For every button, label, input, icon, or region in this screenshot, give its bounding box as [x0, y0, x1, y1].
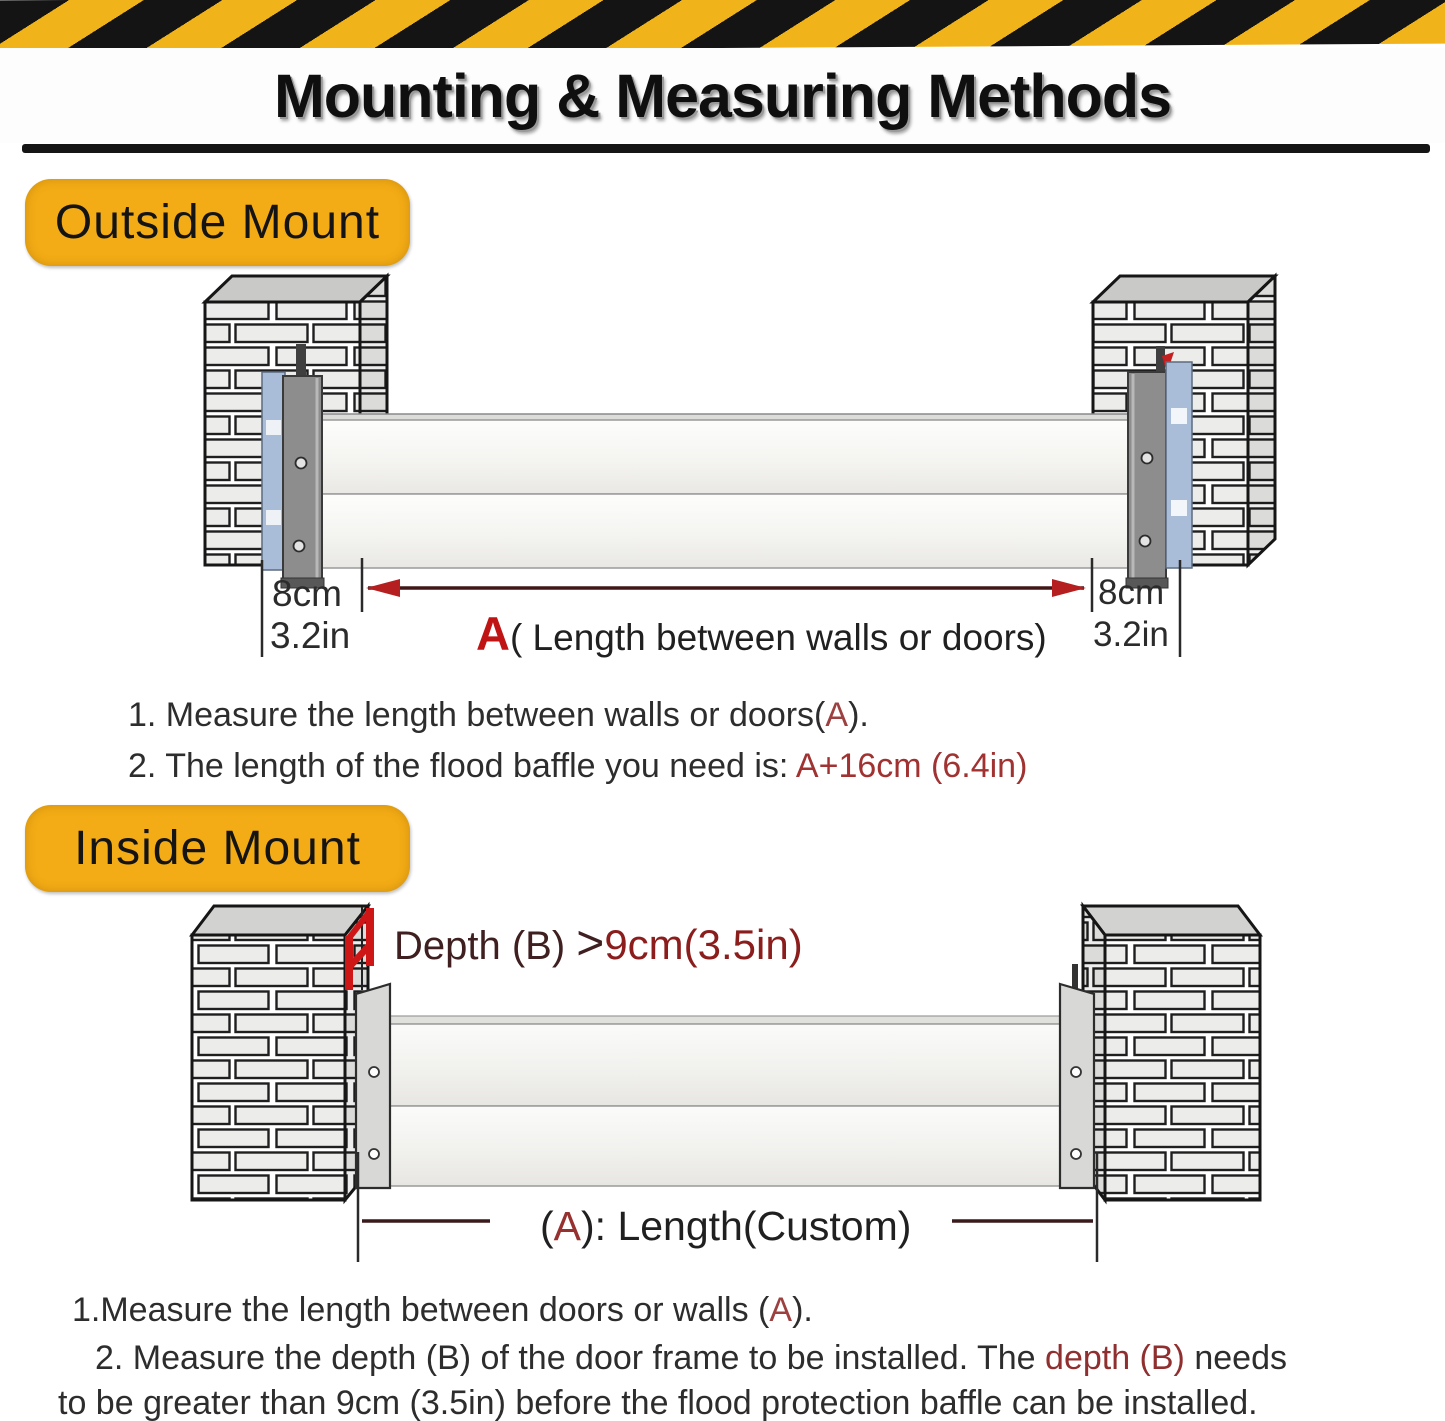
- right-brick-pillar: [1083, 906, 1260, 1200]
- left-offset-cm: 8cm: [272, 573, 342, 614]
- inside-mount-badge-label: Inside Mount: [74, 822, 361, 875]
- span-label: A( Length between walls or doors): [476, 607, 1047, 660]
- span-letter-a: A: [476, 607, 510, 660]
- right-mounting-channel: [1126, 346, 1192, 588]
- left-mounting-channel: [262, 344, 324, 588]
- length-dimension: [262, 558, 1180, 660]
- screw-hole: [1142, 453, 1153, 464]
- right-offset-in: 3.2in: [1093, 615, 1169, 654]
- screw-hole: [1071, 1149, 1081, 1159]
- outside-mount-diagram: [0, 255, 1445, 685]
- arrowhead-right-icon: [1052, 579, 1086, 597]
- left-brick-pillar: [192, 906, 368, 1200]
- page-title: Mounting & Measuring Methods: [273, 61, 1172, 130]
- span-label: (A): Length(Custom): [540, 1203, 912, 1249]
- inside-step-1: 1.Measure the length between doors or walls (A).: [72, 1291, 813, 1329]
- right-seal-strip: [1166, 362, 1192, 568]
- screw-hole: [294, 541, 305, 552]
- flood-barrier-panels: [322, 414, 1130, 568]
- header-divider: [22, 144, 1430, 153]
- outside-step-2: 2. The length of the flood baffle you need is: A+16cm (6.4in): [128, 747, 1028, 785]
- inside-step-2-line-2: to be greater than 9cm (3.5in) before the flood protection baffle can be installed.: [58, 1384, 1258, 1421]
- inside-mount-badge: [25, 805, 410, 892]
- outside-mount-badge: [25, 179, 410, 266]
- outside-step-1: 1. Measure the length between walls or doors(A).: [128, 696, 869, 734]
- inside-mount-diagram: [0, 895, 1445, 1275]
- left-seal-strip: [262, 372, 285, 570]
- left-offset-in: 3.2in: [270, 615, 351, 656]
- right-mounting-channel: [1060, 964, 1094, 1188]
- screw-hole: [1140, 536, 1151, 547]
- left-mounting-channel: [356, 984, 390, 1188]
- screw-hole: [369, 1149, 379, 1159]
- right-offset-cm: 8cm: [1098, 573, 1165, 612]
- arrowhead-left-icon: [366, 579, 400, 597]
- screw-hole: [296, 458, 307, 469]
- inside-step-2-line-1: 2. Measure the depth (B) of the door frame to be installed. The depth (B) needs: [95, 1339, 1287, 1377]
- hazard-stripe-band: [0, 0, 1445, 52]
- title-band: [0, 48, 1445, 143]
- flood-barrier-panels: [390, 1016, 1060, 1186]
- screw-hole: [1071, 1067, 1081, 1077]
- depth-annotation: Depth (B) >9cm(3.5in): [394, 917, 803, 970]
- screw-hole: [369, 1067, 379, 1077]
- outside-mount-badge-label: Outside Mount: [54, 196, 381, 249]
